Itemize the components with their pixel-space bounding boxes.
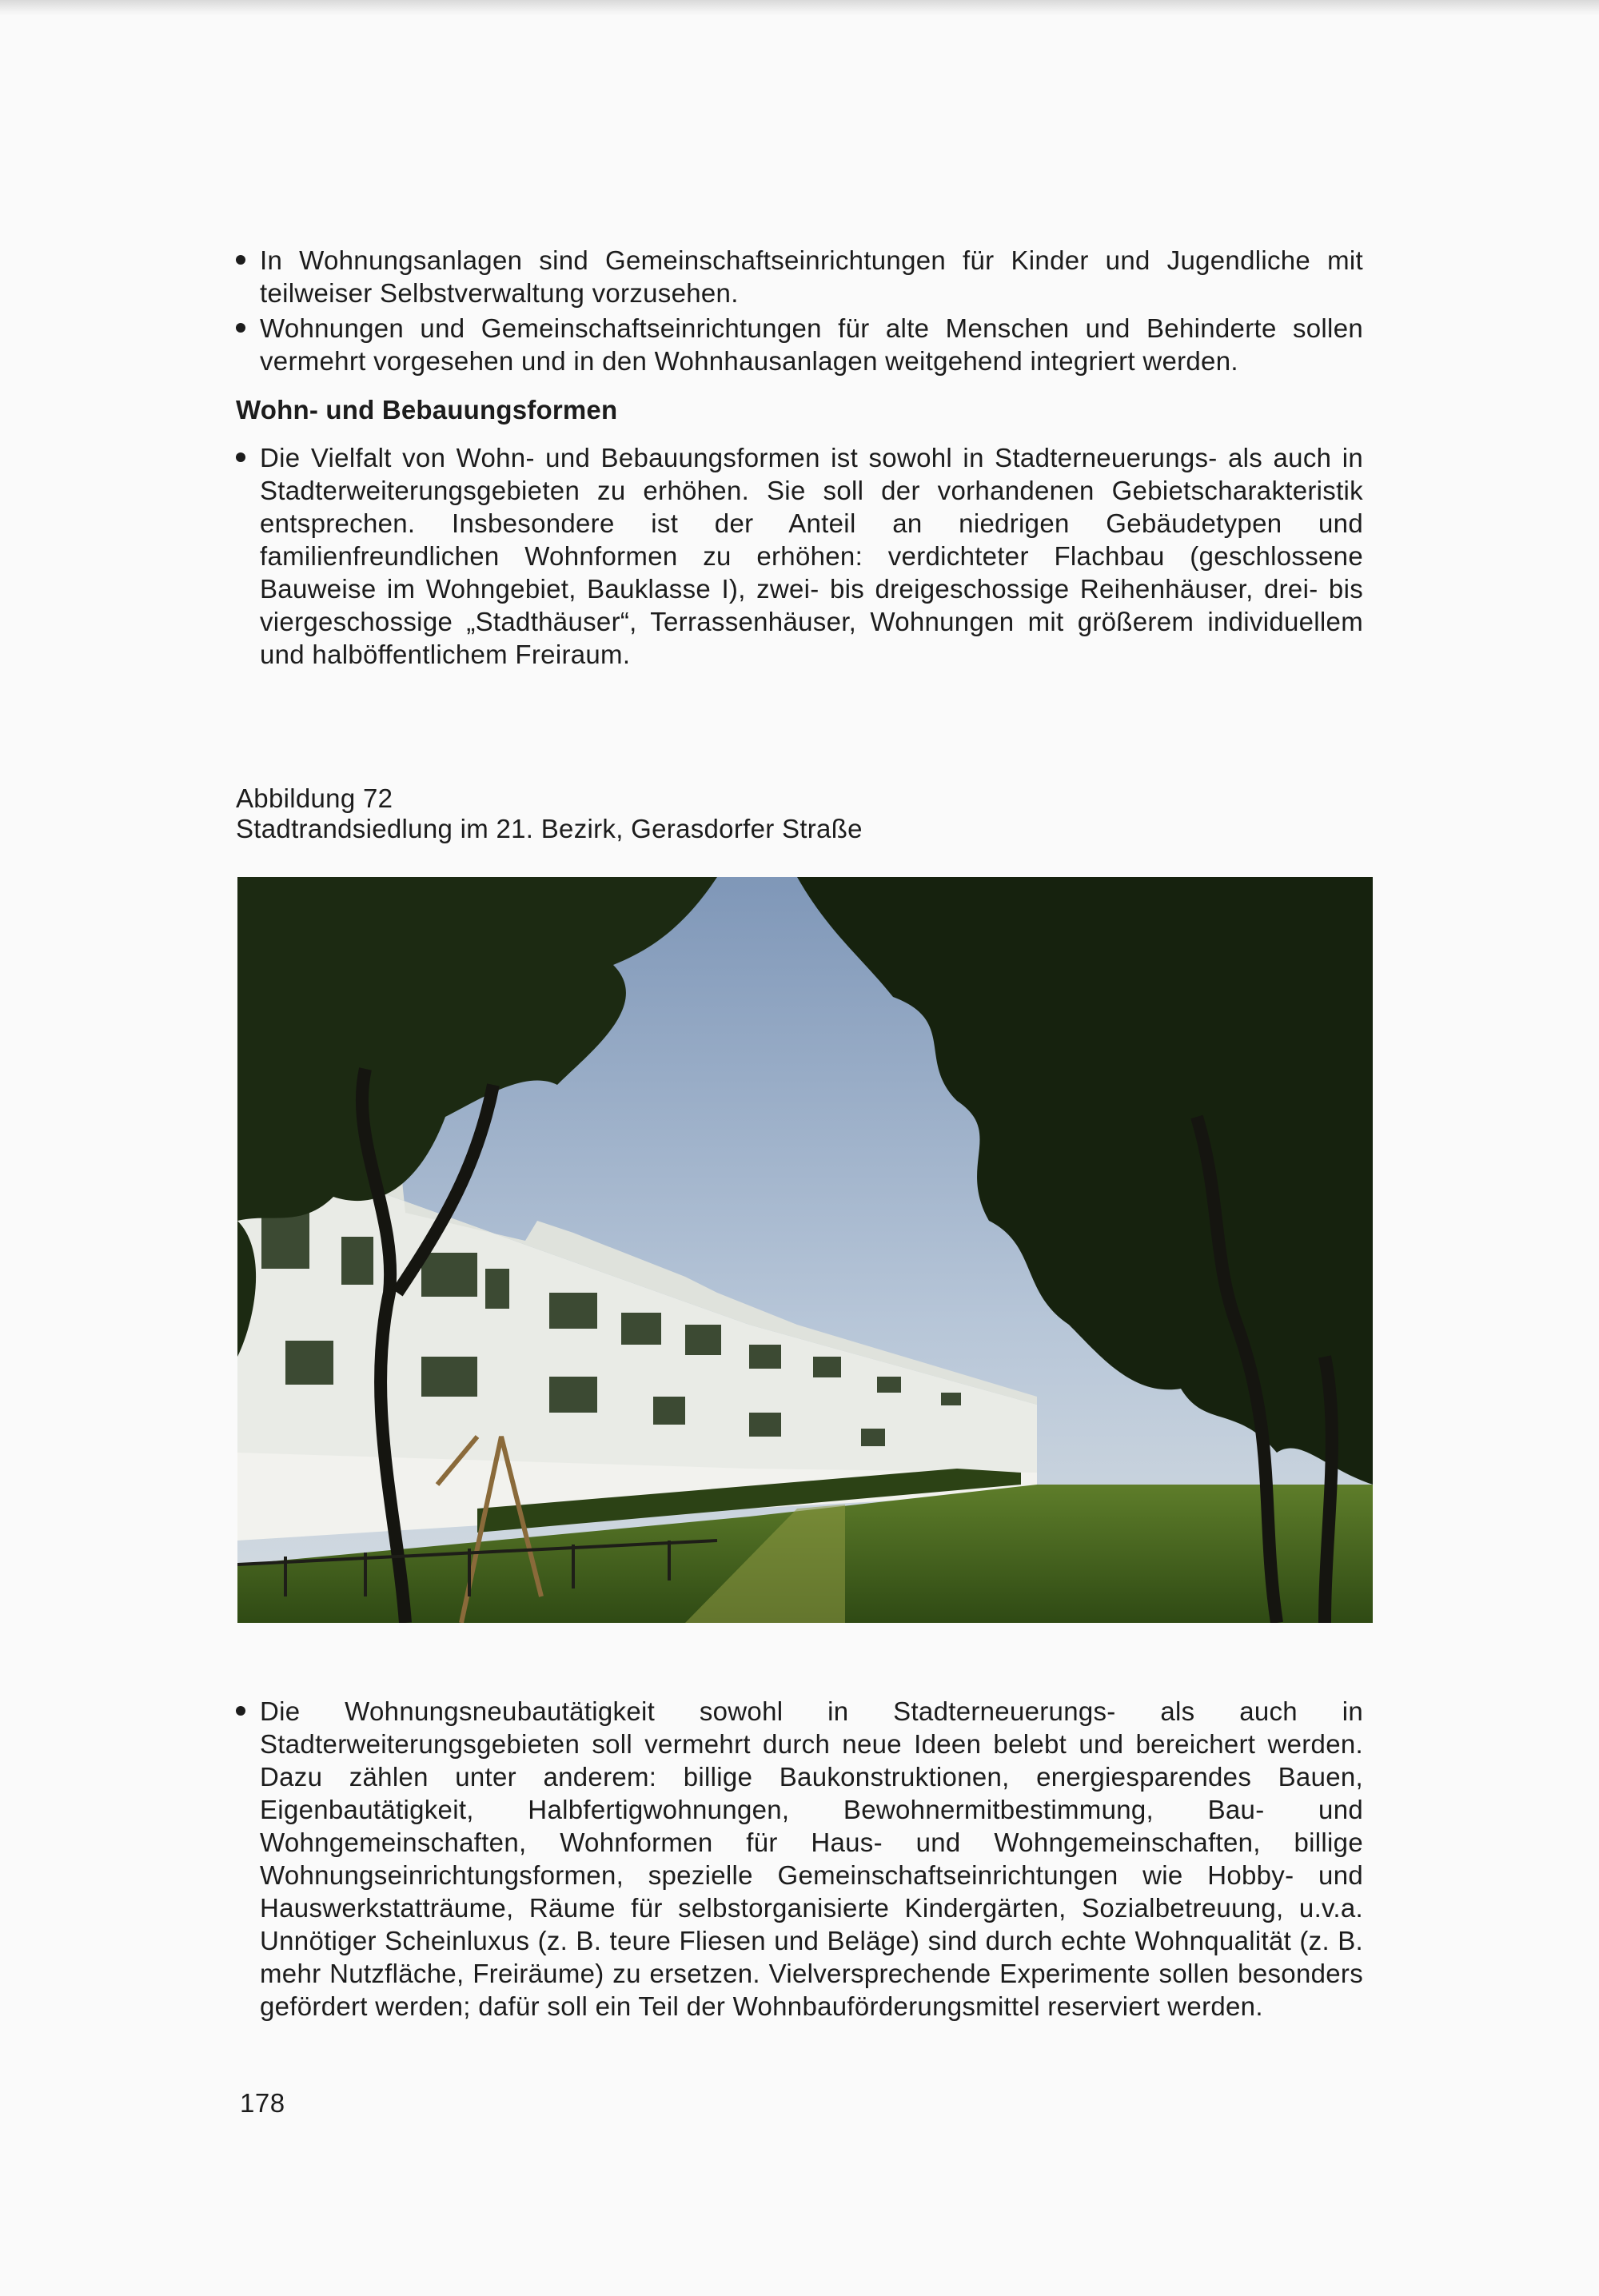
- bullet-text: In Wohnungsanlagen sind Gemeinschaftseinrichtungen für Kinder und Jugendliche mit teilweiser Selbstverwaltung vorzusehen.: [260, 245, 1363, 308]
- bullet-item: [236, 312, 1363, 377]
- bullet-item: [236, 244, 1363, 309]
- scan-edge: [0, 0, 1599, 16]
- bullet-text: Die Vielfalt von Wohn- und Bebauungsformen ist sowohl in Stadterneuerungs- als auch in Stadterweiterungsgebieten zu erhöhen. Sie soll der vorhandenen Gebietscharakteristik entsprechen. Insbesondere ist der Anteil an niedrigen Gebäudetypen und familienfreundlichen Wohnformen zu erhöhen: verdichteter Flachbau (geschlossene Bauweise im Wohngebiet, Bauklasse I), zwei- bis dreigeschossige Reihenhäuser, drei- bis viergeschossige „Stadthäuser“, Terrassenhäuser, Wohnungen mit größerem individuellem und halböffentlichem Freiraum.: [260, 443, 1363, 669]
- upper-text-block: [236, 244, 1363, 671]
- figure-label: Abbildung 72: [236, 783, 393, 813]
- bullet-item: [236, 1695, 1363, 2023]
- bullet-text: Die Wohnungsneubautätigkeit sowohl in Stadterneuerungs- als auch in Stadterweiterungsgebieten soll vermehrt durch neue Ideen belebt und bereichert werden. Dazu zählen unter anderem: billige Baukonstruktionen, energiesparendes Bauen, Eigenbautätigkeit, Halbfertigwohnungen, Bewohnermitbestimmung, Bau- und Wohngemeinschaften, Wohnformen für Haus- und Wohngemeinschaften, billige Wohnungseinrichtungsformen, spezielle Gemeinschaftseinrichtungen wie Hobby- und Hauswerkstatträume, Räume für selbstorganisierte Kindergärten, Sozialbetreuung, u.v.a. Unnötiger Scheinluxus (z. B. teure Fliesen und Beläge) sind durch echte Wohnqualität (z. B. mehr Nutzfläche, Freiräume) zu ersetzen. Vielversprechende Experimente sollen besonders gefördert werden; dafür soll ein Teil der Wohnbauförderungsmittel reserviert werden.: [260, 1696, 1363, 2021]
- bullet-dot-icon: [236, 452, 245, 462]
- housing-estate-photo: [237, 877, 1373, 1623]
- bullet-list-top: [236, 244, 1363, 377]
- figure-caption: [236, 783, 863, 844]
- bullet-text: Wohnungen und Gemeinschaftseinrichtungen für alte Menschen und Behinderte sollen vermehrt vorgesehen und in den Wohnhausanlagen weitgehend integriert werden.: [260, 313, 1363, 376]
- lower-text-block: [236, 1695, 1363, 2023]
- bullet-dot-icon: [236, 255, 245, 265]
- figure-photo: [237, 877, 1373, 1623]
- bullet-dot-icon: [236, 323, 245, 333]
- page-number: 178: [240, 2088, 285, 2118]
- bullet-dot-icon: [236, 1706, 245, 1716]
- section-heading: Wohn- und Bebauungsformen: [236, 395, 618, 425]
- figure-caption-text: Stadtrandsiedlung im 21. Bezirk, Gerasdorfer Straße: [236, 814, 863, 843]
- bullet-item: [236, 441, 1363, 671]
